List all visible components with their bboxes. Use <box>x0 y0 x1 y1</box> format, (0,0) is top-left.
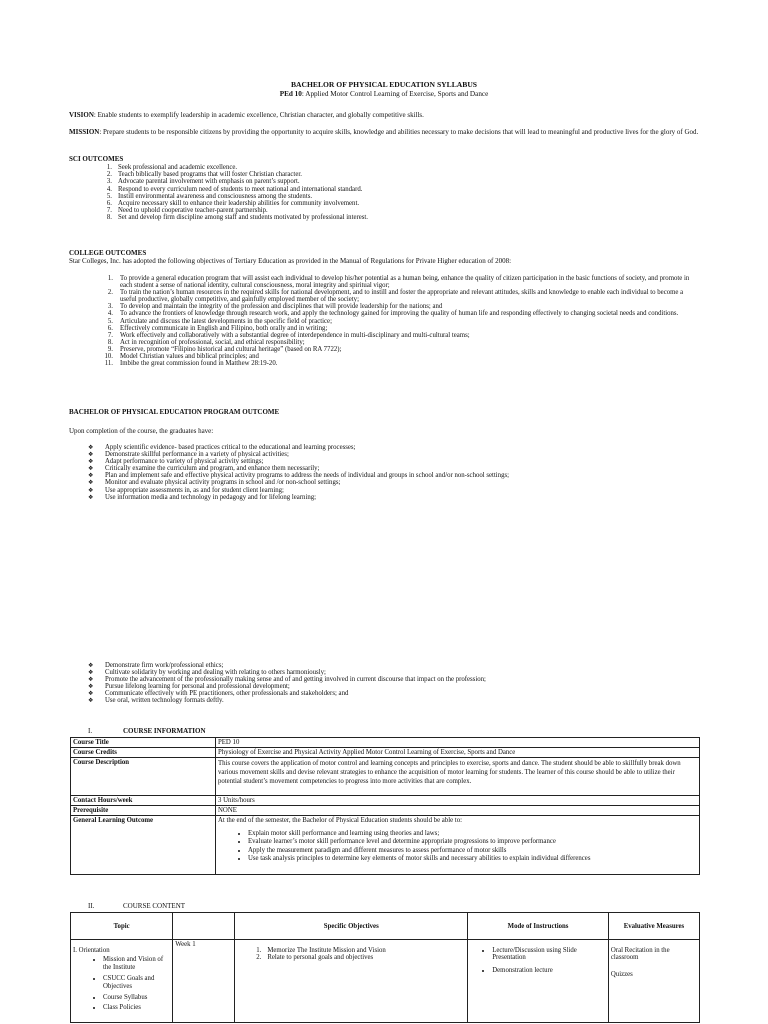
list-number: 5. <box>106 192 112 200</box>
glo-item: • Evaluate learner’s motor skill performance level and determine appropriate progressions to improve performance <box>248 838 697 847</box>
course-content-heading: COURSE CONTENT <box>123 902 186 910</box>
list-text: Preserve, promote “Filipino historical and cultural heritage” (based on RA 7722); <box>120 345 342 353</box>
program-outcome-item <box>88 494 688 501</box>
college-outcome-item <box>85 325 700 332</box>
program-outcome-item <box>88 479 688 486</box>
list-number: 4. <box>106 185 112 193</box>
list-text: Demonstrate firm work/professional ethics; <box>105 662 224 669</box>
table-row <box>71 748 700 758</box>
college-outcomes-list <box>85 275 700 367</box>
list-number: 1. <box>256 947 262 954</box>
glo-item: • Explain motor skill performance and learning using theories and laws; <box>248 830 697 839</box>
program-outcome-item <box>88 683 688 690</box>
list-text: Act in recognition of professional, social, and ethical responsibility; <box>120 338 305 346</box>
list-text: Teach biblically based programs that will foster Christian character. <box>118 171 302 179</box>
list-text: Acquire necessary skill to enhance their leadership abilities for community involvement. <box>118 200 360 208</box>
objectives-cell <box>235 940 468 1023</box>
diamond-bullet-icon: ❖ <box>88 676 94 684</box>
sci-outcomes-heading: SCI OUTCOMES <box>69 155 124 163</box>
program-outcome-item <box>88 662 688 669</box>
program-outcome-heading: BACHELOR OF PHYSICAL EDUCATION PROGRAM OUTCOME <box>69 408 280 416</box>
row-value: NONE <box>216 805 700 815</box>
list-number: 9. <box>107 345 113 353</box>
list-text: Promote the advancement of the professionally making sense and of and getting involved in current discourse that impact on the profession; <box>105 676 486 684</box>
program-outcome-item <box>88 458 688 465</box>
mode-item: • Lecture/Discussion using Slide Presentation <box>492 947 606 961</box>
column-header-mode-of-instructions: Mode of Instructions <box>468 913 609 940</box>
column-header-topic: Topic <box>71 913 173 940</box>
mode-item: • Demonstration lecture <box>492 967 606 974</box>
college-outcome-item <box>85 275 700 289</box>
topic-item: • CSUCC Goals and Objectives <box>103 975 170 992</box>
list-number: 7. <box>107 331 113 339</box>
list-text: Use oral, written technology formats deftly. <box>105 697 224 705</box>
list-number: 1. <box>106 164 112 171</box>
course-info-table <box>70 737 700 875</box>
diamond-bullet-icon: ❖ <box>88 465 94 473</box>
college-outcome-item <box>85 303 700 310</box>
sci-outcomes-list <box>88 164 688 222</box>
modes-list <box>470 947 606 974</box>
row-label: Course Title <box>71 738 216 748</box>
topic-item: • Class Policies <box>103 1004 170 1012</box>
college-outcome-item <box>85 339 700 346</box>
diamond-bullet-icon: ❖ <box>88 697 94 705</box>
college-outcome-item <box>85 360 700 367</box>
glo-item: • Use task analysis principles to determine key elements of motor skills and necessary abilities to explain individual differences <box>248 855 697 864</box>
list-number: 10. <box>104 353 113 361</box>
glo-list <box>218 830 697 864</box>
program-outcome-item <box>88 487 688 494</box>
program-outcome-item <box>88 697 688 704</box>
vision-label: VISION <box>69 111 94 119</box>
diamond-bullet-icon: ❖ <box>88 451 94 459</box>
program-outcome-list-continued <box>88 662 688 705</box>
college-outcomes-heading: COLLEGE OUTCOMES <box>69 249 147 257</box>
sci-outcome-item <box>88 200 688 207</box>
program-outcome-list <box>88 444 688 501</box>
diamond-bullet-icon: ❖ <box>88 683 94 691</box>
program-outcome-item <box>88 676 688 683</box>
measures-list <box>611 947 697 978</box>
list-text: Model Christian values and biblical principles; and <box>120 353 259 361</box>
list-text: Use appropriate assessments in, as and for student client learning; <box>105 486 284 494</box>
objective-item <box>237 954 465 961</box>
topic-item: • Mission and Vision of the Institute <box>103 956 170 973</box>
program-outcome-item <box>88 690 688 697</box>
sci-outcome-item <box>88 164 688 171</box>
list-text: Relate to personal goals and objectives <box>267 954 374 962</box>
diamond-bullet-icon: ❖ <box>88 479 94 487</box>
course-info-heading: COURSE INFORMATION <box>123 727 206 735</box>
list-number: 2. <box>106 171 112 179</box>
row-value <box>216 815 700 874</box>
course-content-section-number: II. <box>88 902 95 910</box>
list-number: 6. <box>107 324 113 332</box>
college-outcome-item <box>85 353 700 360</box>
table-row <box>71 738 700 748</box>
college-outcome-item <box>85 332 700 339</box>
mission-paragraph <box>69 128 699 137</box>
list-text: To advance the frontiers of knowledge through research work, and apply the technology gained for improving the quality of human life and responding effectively to changing societal needs and conditions. <box>120 310 679 318</box>
program-outcome-item <box>88 444 688 451</box>
table-row <box>71 940 700 1023</box>
list-text: Seek professional and academic excellence. <box>118 164 238 171</box>
modes-cell <box>468 940 609 1023</box>
column-header-evaluative-measures: Evaluative Measures <box>608 913 699 940</box>
measures-cell <box>608 940 699 1023</box>
row-label: Prerequisite <box>71 805 216 815</box>
column-header-specific-objectives: Specific Objectives <box>235 913 468 940</box>
row-label: Course Credits <box>71 748 216 758</box>
topic-cell <box>71 940 173 1023</box>
list-text: To provide a general education program that will assist each individual to develop his/her potential as a human being, enhance the quality of citizen participation in the basic functions of society, and promote in each student a sense of national identity, cultural consciousness, moral integrity and spiritual vigor; <box>120 275 690 290</box>
diamond-bullet-icon: ❖ <box>88 458 94 466</box>
list-text: Advocate parental involvement with emphasis on parent’s support. <box>118 178 300 186</box>
vision-paragraph <box>69 111 699 120</box>
course-content-table <box>70 912 700 1023</box>
list-text: Need to uphold cooperative teacher-parent partnership. <box>118 207 268 215</box>
glo-intro: At the end of the semester, the Bachelor of Physical Education students should be able to: <box>218 816 462 824</box>
table-row <box>71 795 700 805</box>
sci-outcome-item <box>88 193 688 200</box>
row-value: This course covers the application of motor control and learning concepts and principles to exercise, sports and dance. The student should be able to skillfully break down various movement skills and devise relevant strategies to enhance the acquisition of motor learning for students. The learner of this course should be able to utilize their potential student’s movement competencies to progress into more activities that are complex. <box>216 758 700 796</box>
list-text: Critically examine the curriculum and program, and enhance them necessarily; <box>105 465 320 473</box>
document-subtitle <box>0 90 768 98</box>
document-title: BACHELOR OF PHYSICAL EDUCATION SYLLABUS <box>290 80 478 89</box>
glo-item: • Apply the measurement paradigm and different measures to assess performance of motor skills <box>248 847 697 856</box>
course-content-header-row <box>71 913 700 940</box>
table-row <box>71 815 700 874</box>
sci-outcome-item <box>88 207 688 214</box>
topic-title: I. Orientation <box>73 947 110 954</box>
list-text: Monitor and evaluate physical activity programs in school and /or non-school settings; <box>105 479 341 487</box>
college-outcome-item <box>85 346 700 353</box>
program-outcome-intro: Upon completion of the course, the graduates have: <box>69 427 214 435</box>
list-text: Demonstrate skillful performance in a variety of physical activities; <box>105 451 289 459</box>
list-text: Use information media and technology in pedagogy and for lifelong learning; <box>105 493 317 501</box>
list-number: 8. <box>107 338 113 346</box>
program-outcome-item <box>88 465 688 472</box>
list-number: 5. <box>107 317 113 325</box>
college-outcomes-intro: Star Colleges, Inc. has adopted the following objectives of Tertiary Education as provided in the Manual of Regulations for Private Higher education of 2008: <box>69 257 512 265</box>
row-value: PED 10 <box>216 738 700 748</box>
list-number: 7. <box>106 207 112 215</box>
list-text: Respond to every curriculum need of students to meet national and international standard. <box>118 185 363 193</box>
vision-text: : Enable students to exemplify leadership in academic excellence, Christian character, and globally competitive skills. <box>93 111 424 119</box>
list-text: Articulate and discuss the latest developments in the specific field of practice; <box>120 317 332 325</box>
measure-item: Quizzes <box>610 971 633 978</box>
row-value: Physiology of Exercise and Physical Activity Applied Motor Control Learning of Exercise, Sports and Dance <box>216 748 700 758</box>
diamond-bullet-icon: ❖ <box>88 472 94 480</box>
table-row <box>71 758 700 796</box>
sci-outcome-item <box>88 214 688 221</box>
college-outcome-item <box>85 289 700 303</box>
list-text: Effectively communicate in English and Filipino, both orally and in writing; <box>120 324 328 332</box>
topic-item: • Course Syllabus <box>103 994 170 1002</box>
diamond-bullet-icon: ❖ <box>88 493 94 501</box>
row-label: Course Description <box>71 758 216 796</box>
column-header-week <box>173 913 235 940</box>
objectives-list <box>237 947 465 961</box>
sci-outcome-item <box>88 171 688 178</box>
list-number: 11. <box>104 360 113 368</box>
measure-item: Oral Recitation in the classroom <box>610 947 670 961</box>
diamond-bullet-icon: ❖ <box>88 486 94 494</box>
list-text: Pursue lifelong learning for personal and professional development; <box>105 683 290 691</box>
program-outcome-item <box>88 451 688 458</box>
row-label: General Learning Outcome <box>71 815 216 874</box>
topic-items-list <box>73 956 170 1012</box>
objective-item <box>237 947 465 954</box>
diamond-bullet-icon: ❖ <box>88 690 94 698</box>
list-text: Set and develop firm discipline among staff and students motivated by professional interest. <box>118 214 368 222</box>
list-number: 2. <box>107 289 113 297</box>
college-outcome-item <box>85 318 700 325</box>
list-text: Imbibe the great commission found in Matthew 28:19-20. <box>120 360 278 368</box>
course-name: : Applied Motor Control Learning of Exercise, Sports and Dance <box>301 90 489 98</box>
mission-label: MISSION <box>69 128 100 136</box>
table-row <box>71 805 700 815</box>
diamond-bullet-icon: ❖ <box>88 662 94 669</box>
course-code: PEd 10 <box>279 90 302 98</box>
list-text: Plan and implement safe and effective physical activity programs to address the needs of individual and groups in school and/or non-school settings; <box>105 472 510 480</box>
list-number: 3. <box>106 178 112 186</box>
diamond-bullet-icon: ❖ <box>88 444 94 451</box>
row-value: 3 Units/hours <box>216 795 700 805</box>
list-text: Apply scientific evidence- based practices critical to the educational and learning processes; <box>105 444 356 451</box>
mission-text: : Prepare students to be responsible citizens by providing the opportunity to acquire skills, knowledge and abilities necessary to make decisions that will lead to meaningful and productive lives for the glory of God. <box>99 128 699 136</box>
list-number: 4. <box>107 310 113 318</box>
list-text: To develop and maintain the integrity of the profession and disciplines that will provide leadership for the nations; and <box>120 303 443 311</box>
program-outcome-item <box>88 472 688 479</box>
list-text: To train the nation’s human resources in the required skills for national development, and to instill and foster the appropriate and relevant attitudes, skills and knowledge to enable each individual to become a useful productive, globally competitive, and gainfully employed member of the society; <box>120 289 684 304</box>
list-text: Instill environmental awareness and consciousness among the students. <box>118 192 313 200</box>
row-label: Contact Hours/week <box>71 795 216 805</box>
course-info-section-number: I. <box>88 727 93 735</box>
list-text: Work effectively and collaboratively with a substantial degree of interdependence in multi-disciplinary and multi-cultural teams; <box>120 331 470 339</box>
list-text: Cultivate solidarity by working and dealing with relating to others harmoniously; <box>105 669 326 677</box>
week-cell: Week 1 <box>173 940 235 1023</box>
list-text: Adapt performance to variety of physical activity settings; <box>105 458 264 466</box>
college-outcome-item <box>85 310 700 317</box>
list-number: 8. <box>106 214 112 222</box>
sci-outcome-item <box>88 186 688 193</box>
list-text: Communicate effectively with PE practitioners, other professionals and stakeholders; and <box>105 690 349 698</box>
diamond-bullet-icon: ❖ <box>88 669 94 677</box>
list-number: 3. <box>107 303 113 311</box>
list-number: 2. <box>256 954 262 962</box>
list-number: 6. <box>106 200 112 208</box>
sci-outcome-item <box>88 178 688 185</box>
program-outcome-item <box>88 669 688 676</box>
list-number: 1. <box>107 275 113 282</box>
list-text: Memorize The Institute Mission and Vision <box>267 947 386 954</box>
